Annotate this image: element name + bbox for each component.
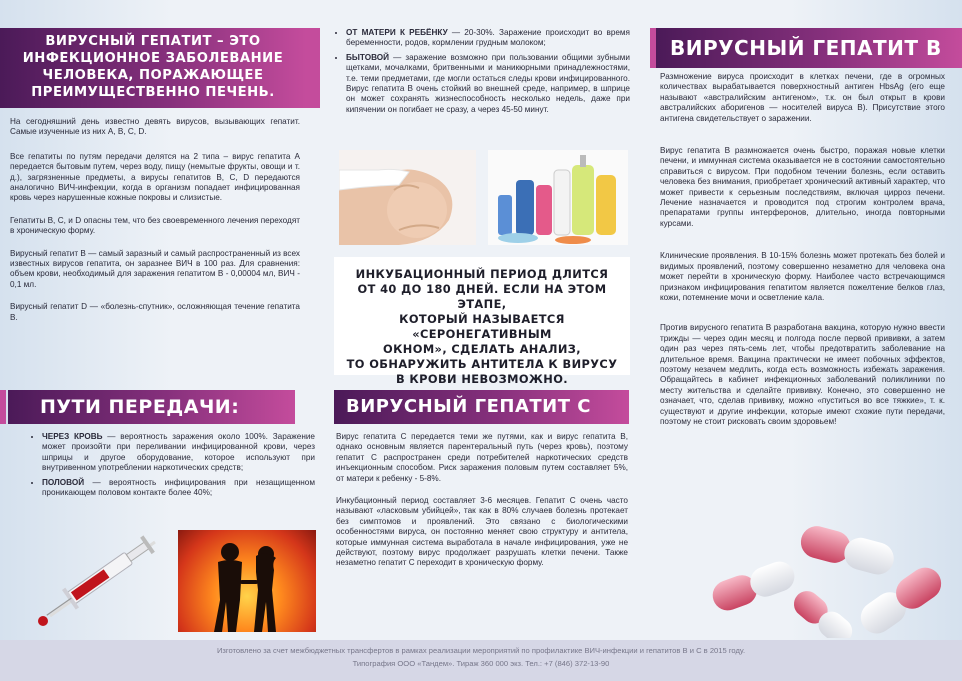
list-item: • ОТ МАТЕРИ К РЕБЁНКУ — 20-30%. Заражение происходит во время беременности, родов, кормлении грудным молоком; <box>346 28 630 49</box>
paragraph: На сегодняшний день известно девять вирусов, вызывающих гепатит. Самые изученные из них А, В, С, D. <box>10 117 300 137</box>
pregnancy-image <box>339 150 476 245</box>
hepc-banner <box>334 390 629 424</box>
footer-line: Типография ООО «Тандем». Тираж 360 000 экз. Тел.: +7 (846) 372-13-90 <box>352 659 610 668</box>
incubation-line: ОТ 40 ДО 180 ДНЕЙ. ЕСЛИ НА ЭТОМ ЭТАПЕ, <box>357 282 607 311</box>
list-item: • ЧЕРЕЗ КРОВЬ — вероятность заражения около 100%. Заражение может произойти при переливании инфицированной крови, через шприцы и другое оборудование, которое используют при внутривенном употреблении наркотических средств; <box>42 432 315 474</box>
routes-title: ПУТИ ПЕРЕДАЧИ: <box>40 396 240 418</box>
list-item: • БЫТОВОЙ — заражение возможно при пользовании общими зубными щетками, мочалками, бритвенными и маникюрными принадлежностями, т.е. теми предметами, где могли остаться следы крови инфицированного. Вирус гепатита В очень стойкий во внешней среде, например, в шприце он может сохранять жизнеспособность несколько недель, даже при кипячении он погибает не сразу, а через 45-50 минут. <box>346 53 630 115</box>
accent-bar <box>0 390 6 424</box>
hepb-banner <box>656 28 962 68</box>
middle-routes-list <box>334 28 630 119</box>
incubation-line: ТО ОБНАРУЖИТЬ АНТИТЕЛА К ВИРУСУ <box>346 357 618 371</box>
intro-banner <box>0 28 306 108</box>
incubation-line: КОТОРЫЙ НАЗЫВАЕТСЯ «СЕРОНЕГАТИВНЫМ <box>399 312 565 341</box>
paragraph: Размножение вируса происходит в клетках печени, где в огромных количествах вырабатывается поверхностный антиген HbsAg (его еще называют «австралийским антигеном», т.к. он был открыт в крови австралийских аборигенов — носителей вируса В). Присутствие этого антигена свидетельствует о заражении. <box>660 72 945 123</box>
paragraph: Клинические проявления. В 10-15% болезнь может протекать без болей и видимых проявлений, поэтому совершенно незаметно для человека она может перейти в хроническую форму. Наиболее часто встречающимся признаком инфицирования гепатитом является пожелтение белков глаз, кожи, потемнение мочи и осветление кала. <box>660 251 945 302</box>
routes-list <box>30 432 315 502</box>
hepb-title: ВИРУСНЫЙ ГЕПАТИТ В <box>670 36 942 60</box>
incubation-line: ИНКУБАЦИОННЫЙ ПЕРИОД ДЛИТСЯ <box>355 267 609 281</box>
paragraph: Вирусный гепатит В — самый заразный и самый распространенный из всех известных вирусов гепатита, он заразнее ВИЧ в 100 раз. Для сравнения: объем крови, необходимый для заражения гепатитом В - 0,00004 мл, ВИЧ - 0,1 мл. <box>10 248 300 289</box>
paragraph: Все гепатиты по путям передачи делятся на 2 типа – вирус гепатита А передается бытовым путем, через воду, пищу (немытые фрукты, овощи и т. д.), загрязненные предметы, а вирусы гепатитов В, С, D передаются аналогично ВИЧ-инфекции, когда в организм попадает инфицированная кровь через нарушенные кожные покровы и слизистые. <box>10 151 300 203</box>
hepc-title: ВИРУСНЫЙ ГЕПАТИТ С <box>346 396 591 417</box>
toiletries-image <box>488 150 628 245</box>
paragraph: Вирусный гепатит D — «болезнь-спутник», осложняющая течение гепатита В. <box>10 302 300 322</box>
paragraph: Инкубационный период составляет 3-6 месяцев. Гепатит С очень часто называют «ласковым убийцей», так как в 80% случаев болезнь протекает без симптомов и проявлений. Это связано с биологическими особенностями вируса, он постоянно меняет свою структуру и антитела, которые иммунная система выработала в начале инфицирования, уже не действуют, поэтому вирус продолжает разрушать клетки печени. Также незаметно гепатит С переходит в хроническую форму. <box>336 496 628 568</box>
paragraph: Вирус гепатита В размножается очень быстро, поражая новые клетки печени, и иммунная система оказывается не в состоянии самостоятельно справиться с вирусом. При подобном течении болезнь, если оставить человека без внимания, приобретает хронический активный характер, что может привести к серьезным последствиям, включая цирроз печени. Лечение назначается и проводится под строгим контролем врача, препаратами группы интерферонов, длительно, иногда повторными курсами. <box>660 146 945 228</box>
intro-banner-title: ВИРУСНЫЙ ГЕПАТИТ – ЭТО ИНФЕКЦИОННОЕ ЗАБОЛЕВАНИЕ ЧЕЛОВЕКА, ПОРАЖАЮЩЕЕ ПРЕИМУЩЕСТВЕННО ПЕЧЕНЬ. <box>22 34 284 100</box>
footer <box>0 640 962 681</box>
paragraph: Против вирусного гепатита В разработана вакцина, которую нужно ввести трижды — через один месяц и полгода после первой прививки, а затем один раз через пять-семь лет, чтобы предотвратить заболевание на длительное время. Вакцина практически не имеет побочных эффектов, поэтому незачем медлить, когда есть возможность избежать заражения. Обращайтесь в кабинет инфекционных заболеваний поликлиники по месту жительства и сделайте прививку. Конечно, это совершенно не означает, что, сделав прививку, можно «пуститься во все тяжкие», т. к. существуют и другие инфекции, которые имеют схожие пути передачи, поэтому не стоит рисковать своим здоровьем! <box>660 323 945 426</box>
hepb-text <box>660 72 945 427</box>
syringe-image <box>30 528 170 628</box>
list-item: • ПОЛОВОЙ — вероятность инфицирования при незащищенном проникающем половом контакте более 40%; <box>42 478 315 499</box>
left-intro-text <box>10 117 300 323</box>
incubation-line: ОКНОМ», СДЕЛАТЬ АНАЛИЗ, <box>383 342 581 356</box>
paragraph: Вирус гепатита С передается теми же путями, как и вирус гепатита В, однако основным является парентеральный путь (через кровь), поэтому гепатит С распространен среди потребителей наркотических средств инъекционным способом. Риск заражения половым путем составляет 5%, от матери к ребенку - 5-8%. <box>336 432 628 483</box>
footer-line: Изготовлено за счет межбюджетных трансфертов в рамках реализации мероприятий по профилактике ВИЧ-инфекции и гепатитов В и С в 2015 году. <box>216 646 746 655</box>
hepc-text <box>336 432 628 569</box>
incubation-line: В КРОВИ НЕВОЗМОЖНО. <box>395 372 569 386</box>
pills-image <box>650 490 962 638</box>
paragraph: Гепатиты В, С, и D опасны тем, что без своевременного лечения переходят в хроническую форму. <box>10 215 300 236</box>
incubation-callout <box>334 257 630 386</box>
couple-image <box>178 530 316 632</box>
routes-banner <box>8 390 295 424</box>
